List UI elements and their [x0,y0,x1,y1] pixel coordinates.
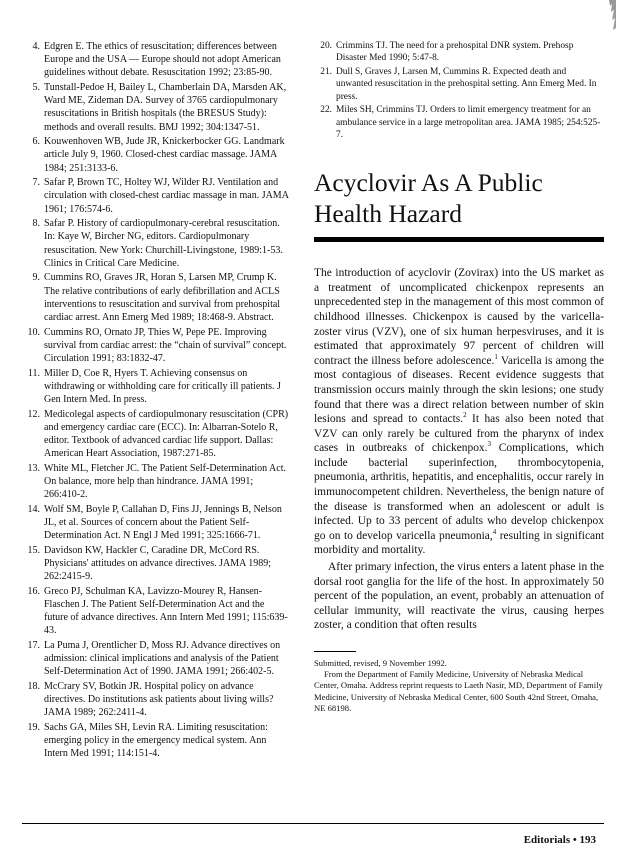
reference-number: 8. [32,218,40,230]
reference-number: 15. [27,544,40,556]
footnote-submitted: Submitted, revised, 9 November 1992. [314,658,447,668]
reference-text: Safar P, Brown TC, Holtey WJ, Wilder RJ. Ventilation and circulation with closed-chest cardiac massage in man. JAMA 1961; 176:574-6. [44,177,289,215]
reference-text: Edgren E. The ethics of resuscitation; differences between Europe and the USA — Europe should not adopt American guidelines without debate. Resuscitation 1992; 23:85-90. [44,41,281,79]
body-text-run: resulting in significant morbidity and mortality. [314,529,605,557]
reference-text: Cummins RO, Graves JR, Horan S, Larsen MP, Crump K. The relative contributions of early defibrillation and ACLS interventions to resuscitation and survival from prehospital cardiac arrest. Ann Emerg Med 1989; 18:468-9. Abstract. [44,272,281,324]
reference-item [22,585,290,638]
citation-marker: 2 [463,411,467,420]
reference-item [22,639,290,679]
reference-number: 10. [27,326,40,338]
reference-number: 14. [27,503,40,515]
reference-number: 9. [32,272,40,284]
reference-item [22,40,290,80]
reference-number: 5. [32,82,40,93]
footnote-rule [314,651,356,652]
article-body [314,266,604,633]
body-paragraph: After primary infection, the virus enters a latent phase in the dorsal root ganglia for the life of the host. In approximately 50 percent of the population, an event, probably an attenuation of cellular immunity, will reactivate the virus, causing herpes zoster, a condition that often results [314,561,604,632]
reference-text: Miles SH, Crimmins TJ. Orders to limit emergency treatment for an ambulance service in a large metropolitan area. JAMA 1985; 254:525-7. [336,105,601,140]
body-paragraph [314,266,604,558]
body-text-run: Complications, which include bacterial superinfection, thrombocytopenia, pneumonia, arthritis, hepatitis, and encephalitis, occur rarely in immunocompetent children. Nevertheless, the benign nature of the disease is transformed when an adolescent or adult is infected. Up to 33 percent of adults who develop chickenpox go on to develop varicella pneumonia, [314,442,604,542]
reference-number: 4. [32,41,40,52]
reference-item [314,66,604,103]
reference-number: 16. [27,585,40,597]
reference-text: Medicolegal aspects of cardiopulmonary resuscitation (CPR) and emergency cardiac care (ECC). In: Albarran-Sotelo R, editor. Textbook of advanced cardiac life support. Dallas: American Heart Association, 1987:271-85. [44,408,289,460]
footnote-affiliation: From the Department of Family Medicine, University of Nebraska Medical Center, Omaha. Address reprint requests to Laeth Nasir, MD, Department of Family Medicine, University of Nebraska Medical Center, 600 South 42nd Street, Omaha, NE 68198. [314,669,603,713]
citation-marker: 4 [492,528,497,537]
reference-item [22,81,290,134]
reference-item [22,680,290,720]
reference-text: Crimmins TJ. The need for a prehospital DNR system. Prehosp Disaster Med 1990; 5:47-8. [336,41,574,64]
footer-rule [22,823,604,824]
scan-corner-mark [600,0,616,40]
reference-text: Miller D, Coe R, Hyers T. Achieving consensus on withdrawing or withholding care for critically ill patients. J Gen Intern Med. In press. [44,367,281,406]
body-text-run: Varicella is among the most contagious of diseases. Recent evidence suggests that transmission occurs mainly through the skin lesions; one study found that there was a direct relation between number of skin lesions and spread to contacts. [314,354,604,426]
reference-text: Greco PJ, Schulman KA, Lavizzo-Mourey R, Hansen-Flaschen J. The Patient Self-Determination Act and the future of advance directives. Ann Intern Med 1991; 115:639-43. [44,585,288,637]
reference-number: 22. [320,105,332,116]
reference-text: Sachs GA, Miles SH, Levin RA. Limiting resuscitation: emerging policy in the emergency medical system. Ann Intern Med 1991; 114:151-4. [44,722,268,760]
reference-item [22,176,290,216]
references-list-right [314,40,604,141]
reference-text: Cummins RO, Ornato JP, Thies W, Pepe PE. Improving survival from cardiac arrest: the “chain of survival” concept. Circulation 1991; 83:1832-47. [44,326,287,365]
reference-text: White ML, Fletcher JC. The Patient Self-Determination Act. On balance, more help than hindrance. JAMA 1991; 266:410-2. [44,462,286,501]
reference-number: 17. [27,640,40,652]
reference-item [22,367,290,407]
reference-text: Tunstall-Pedoe H, Bailey L, Chamberlain DA, Marsden AK, Ward ME, Zideman DA. Survey of 3765 cardiopulmonary resuscitations in British hospitals (the BRESUS Study): methods and overall results. BMJ 1992; 304:1347-51. [44,82,287,133]
reference-text: Davidson KW, Hackler C, Caradine DR, McCord RS. Physicians' attitudes on advance directives. JAMA 1989; 262:2415-9. [44,544,272,583]
reference-number: 11. [27,367,40,379]
reference-text: Dull S, Graves J, Larsen M, Cummins R. Expected death and unwanted resuscitation in the prehospital setting. Ann Emerg Med. In press. [336,66,597,102]
reference-item [22,135,290,175]
reference-text: Safar P. History of cardiopulmonary-cerebral resuscitation. In: Kaye W, Bircher NG, editors. Cardiopulmonary resuscitation. New York: Churchill-Livingstone, 1989:1-53. Clinics in Critical Care Medicine. [44,218,283,269]
body-text-run: The introduction of acyclovir (Zovirax) into the US market as a treatment of uncomplicated chickenpox represents an unprecedented step in the management of this most common of childhood illnesses. Chickenpox is caused by the varicella-zoster virus (VZV), one of six human herpesviruses, and it is estimated that approximately 97 percent of children will contract the illness before adolescence. [314,267,604,367]
references-list-left [22,40,290,762]
reference-number: 13. [27,462,40,474]
citation-marker: 1 [494,352,498,361]
reference-item [314,104,604,141]
reference-text: Kouwenhoven WB, Jude JR, Knickerbocker GG. Landmark article July 9, 1960. Closed-chest cardiac massage. JAMA 1984; 251:3133-6. [44,136,285,174]
article-footnote [314,658,604,714]
reference-item [22,721,290,761]
reference-number: 6. [32,136,40,148]
reference-text: La Puma J, Orentlicher D, Moss RJ. Advance directives on admission: clinical implications and analysis of the Patient Self-Determination Act of 1990. JAMA 1991; 266:402-5. [44,640,281,678]
reference-number: 21. [320,66,332,77]
reference-item [22,544,290,584]
section-name: Editorials [523,834,571,846]
footer-bullet: • [572,834,580,846]
article-title-line: Health Hazard [314,199,462,229]
reference-item [22,326,290,366]
citation-marker: 3 [487,440,492,449]
reference-item [22,503,290,543]
reference-item [22,217,290,270]
reference-number: 7. [32,177,40,189]
reference-item [22,408,290,461]
reference-text: McCrary SV, Botkin JR. Hospital policy on advance directives. Do institutions ask patients about living wills? JAMA 1989; 262:2411-4. [44,681,274,719]
reference-item [314,40,604,65]
reference-number: 12. [27,408,40,420]
right-column [314,40,604,714]
reference-item [22,271,290,324]
article-title-line: Acyclovir As A Public [314,168,543,198]
reference-number: 18. [27,681,40,693]
body-text-run: It has also been noted that VZV can only rarely be cultured from the pharynx of index cases in outbreaks of chickenpox. [314,413,604,455]
article-title [314,167,604,229]
reference-number: 20. [320,41,332,51]
page-number: 193 [579,834,596,846]
reference-text: Wolf SM, Boyle P, Callahan D, Fins JJ, Jennings B, Nelson JL, et al. Sources of concern about the Patient Self-Determination Act. N Engl J Med 1991; 325:1666-71. [44,503,282,542]
reference-number: 19. [27,722,40,734]
title-rule [314,237,604,242]
page-footer [524,834,596,846]
reference-item [22,462,290,502]
